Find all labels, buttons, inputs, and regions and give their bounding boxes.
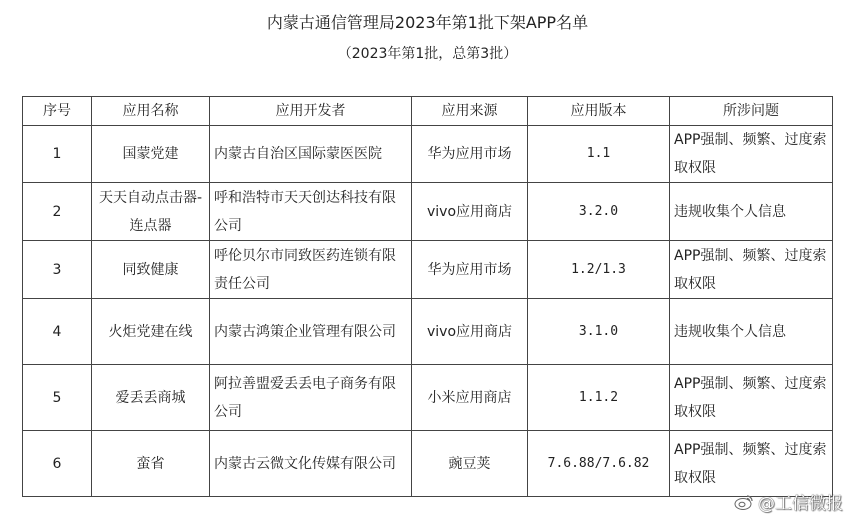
cell-app-name: 蛮省 bbox=[92, 431, 210, 497]
weibo-icon bbox=[734, 494, 754, 510]
table-row bbox=[23, 126, 833, 183]
cell-version: 1.1.2 bbox=[528, 365, 670, 431]
watermark-text: @工信微报 bbox=[758, 494, 843, 514]
cell-index: 6 bbox=[23, 431, 92, 497]
cell-app-name: 同致健康 bbox=[92, 241, 210, 299]
cell-developer: 呼和浩特市天天创达科技有限公司 bbox=[210, 183, 412, 241]
cell-app-name: 国蒙党建 bbox=[92, 126, 210, 183]
table-row bbox=[23, 365, 833, 431]
cell-index: 4 bbox=[23, 299, 92, 365]
cell-issue: APP强制、频繁、过度索取权限 bbox=[670, 365, 833, 431]
table-row bbox=[23, 299, 833, 365]
header-index: 序号 bbox=[23, 97, 92, 126]
header-version: 应用版本 bbox=[528, 97, 670, 126]
cell-index: 2 bbox=[23, 183, 92, 241]
cell-developer: 呼伦贝尔市同致医药连锁有限责任公司 bbox=[210, 241, 412, 299]
cell-developer: 内蒙古自治区国际蒙医医院 bbox=[210, 126, 412, 183]
cell-source: 小米应用商店 bbox=[412, 365, 528, 431]
cell-app-name: 爱丢丢商城 bbox=[92, 365, 210, 431]
cell-issue: APP强制、频繁、过度索取权限 bbox=[670, 431, 833, 497]
cell-issue: 违规收集个人信息 bbox=[670, 299, 833, 365]
app-removal-table bbox=[22, 96, 833, 497]
cell-version: 3.2.0 bbox=[528, 183, 670, 241]
table-row bbox=[23, 183, 833, 241]
cell-developer: 内蒙古云微文化传媒有限公司 bbox=[210, 431, 412, 497]
cell-index: 3 bbox=[23, 241, 92, 299]
page-title: 内蒙古通信管理局2023年第1批下架APP名单 bbox=[266, 13, 589, 32]
cell-issue: APP强制、频繁、过度索取权限 bbox=[670, 241, 833, 299]
cell-developer: 阿拉善盟爱丢丢电子商务有限公司 bbox=[210, 365, 412, 431]
cell-source: 华为应用市场 bbox=[412, 126, 528, 183]
cell-source: 豌豆荚 bbox=[412, 431, 528, 497]
header-app-name: 应用名称 bbox=[92, 97, 210, 126]
cell-source: 华为应用市场 bbox=[412, 241, 528, 299]
cell-source: vivo应用商店 bbox=[412, 183, 528, 241]
page-subtitle: （2023年第1批，总第3批） bbox=[337, 46, 518, 62]
cell-index: 1 bbox=[23, 126, 92, 183]
table-row bbox=[23, 241, 833, 299]
table-row bbox=[23, 431, 833, 497]
cell-developer: 内蒙古鸿策企业管理有限公司 bbox=[210, 299, 412, 365]
cell-source: vivo应用商店 bbox=[412, 299, 528, 365]
cell-app-name: 天天自动点击器-连点器 bbox=[92, 183, 210, 241]
cell-version: 1.2/1.3 bbox=[528, 241, 670, 299]
cell-issue: APP强制、频繁、过度索取权限 bbox=[670, 126, 833, 183]
header-issue: 所涉问题 bbox=[670, 97, 833, 126]
header-developer: 应用开发者 bbox=[210, 97, 412, 126]
cell-index: 5 bbox=[23, 365, 92, 431]
cell-version: 1.1 bbox=[528, 126, 670, 183]
header-source: 应用来源 bbox=[412, 97, 528, 126]
cell-version: 7.6.88/7.6.82 bbox=[528, 431, 670, 497]
table-header-row bbox=[23, 97, 833, 126]
cell-version: 3.1.0 bbox=[528, 299, 670, 365]
weibo-watermark bbox=[734, 489, 843, 514]
cell-issue: 违规收集个人信息 bbox=[670, 183, 833, 241]
cell-app-name: 火炬党建在线 bbox=[92, 299, 210, 365]
